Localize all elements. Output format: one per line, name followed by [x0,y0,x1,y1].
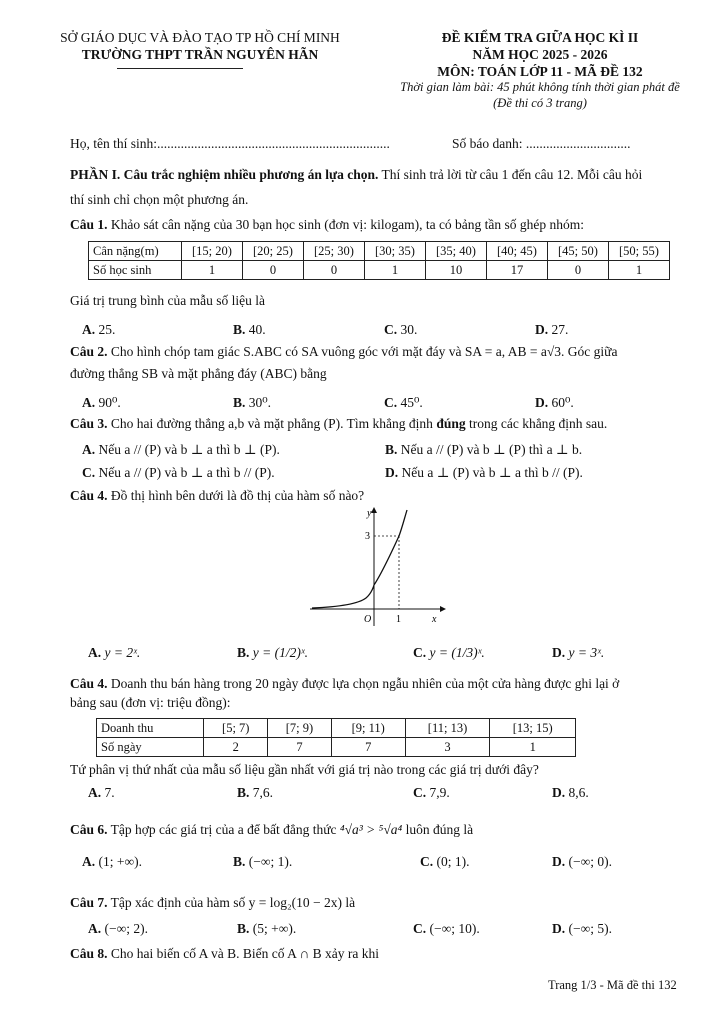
q6-option-c[interactable] [420,854,470,870]
option-key: C. [413,645,427,660]
table-cell: [15; 20) [181,242,242,261]
question-3-label: Câu 3. [70,416,108,431]
table-cell: 3 [405,738,490,757]
x-tick-label: 1 [396,614,401,625]
student-id-field: Số báo danh: ............................... [452,136,631,151]
q4-option-c[interactable] [413,645,485,661]
option-value: (0; 1). [433,854,470,869]
table-row [89,242,670,261]
question-2-text: Cho hình chóp tam giác S.ABC có SA vuông góc với mặt đáy và SA = a, AB = a√3. Góc giữa [107,344,618,359]
table-cell: Cân nặng(m) [89,242,182,261]
option-value: 7. [101,785,115,800]
question-7 [70,895,355,911]
subject-code: MÔN: TOÁN LỚP 11 - MÃ ĐỀ 132 [437,64,643,79]
question-4-label: Câu 4. [70,488,108,503]
question-5-text: Doanh thu bán hàng trong 20 ngày được lựa chọn ngẫu nhiên của một cửa hàng được ghi lại ở [107,676,620,691]
q1-option-b[interactable] [233,322,266,338]
option-value: y = 2ˣ. [101,645,141,660]
option-value: 30⁰. [245,395,272,410]
table-cell: [45; 50) [547,242,608,261]
question-5-prompt: Tứ phân vị thứ nhất của mẫu số liệu gần nhất với giá trị nào trong các giá trị dưới đây? [70,762,539,777]
option-key: C. [413,921,427,936]
part1-desc: Thí sinh trả lời từ câu 1 đến câu 12. Mỗi câu hỏi [378,167,643,182]
part1-title: PHẦN I. Câu trắc nghiệm nhiều phương án lựa chọn. [70,167,379,182]
option-value: 7,6. [249,785,274,800]
option-value: (−∞; 1). [245,854,293,869]
table-cell: [30; 35) [364,242,425,261]
x-axis-label: x [432,614,437,625]
option-key: B. [233,395,246,410]
table-cell: Số học sinh [89,261,182,280]
q4-option-d[interactable] [552,645,604,661]
table-cell: [25; 30) [303,242,364,261]
table-cell: 10 [425,261,486,280]
q1-option-c[interactable] [384,322,417,338]
option-value: y = 3ˣ. [565,645,605,660]
option-value: Nếu a // (P) và b ⊥ a thì b ⊥ (P). [95,442,280,457]
weight-frequency-table [88,241,670,280]
option-value: Nếu a ⊥ (P) và b ⊥ a thì b // (P). [398,465,583,480]
table-cell: 7 [268,738,332,757]
option-key: B. [385,442,398,457]
y-tick-label: 3 [365,531,370,542]
q7-option-a[interactable] [88,921,148,937]
option-key: D. [552,645,566,660]
function-curve [312,510,407,608]
option-key: D. [385,465,399,480]
option-value: 27. [548,322,569,337]
option-value: 45⁰. [397,395,423,410]
question-2-text2: đường thẳng SB và mặt phẳng đáy (ABC) bằng [70,366,327,381]
question-5-text2: bảng sau (đơn vị: triệu đồng): [70,695,231,710]
option-key: B. [233,322,246,337]
question-6-label: Câu 6. [70,822,108,837]
q2-option-d[interactable] [535,395,574,411]
option-key: C. [413,785,427,800]
option-key: D. [552,785,566,800]
question-8-label: Câu 8. [70,946,108,961]
table-cell: 1 [490,738,576,757]
school-name: TRƯỜNG THPT TRẦN NGUYÊN HÃN [81,47,319,62]
q2-option-c[interactable] [384,395,423,411]
option-value: 25. [95,322,116,337]
question-3-text-end: trong các khẳng định sau. [465,416,608,431]
q5-option-c[interactable] [413,785,450,801]
table-cell: 0 [242,261,303,280]
option-value: (−∞; 0). [565,854,612,869]
origin-label: O [364,614,372,625]
option-value: Nếu a // (P) và b ⊥ (P) thì a ⊥ b. [397,442,583,457]
question-1-prompt: Giá trị trung bình của mẫu số liệu là [70,293,265,308]
option-key: B. [233,854,246,869]
question-7-label: Câu 7. [70,895,108,910]
table-cell: 2 [204,738,268,757]
table-cell: [40; 45) [486,242,547,261]
q3-option-a[interactable] [82,442,280,458]
table-row [97,719,576,738]
option-key: A. [88,645,102,660]
option-value: 60⁰. [548,395,574,410]
table-cell: [35; 40) [425,242,486,261]
option-value: 7,9. [426,785,450,800]
question-5 [70,676,619,692]
y-axis-label: y [367,508,372,519]
q6-option-a[interactable] [82,854,142,870]
option-key: C. [384,322,398,337]
q6-option-b[interactable] [233,854,292,870]
table-cell: 0 [547,261,608,280]
option-key: A. [88,785,102,800]
q4-option-a[interactable] [88,645,140,661]
question-4 [70,488,364,504]
table-cell: [13; 15) [490,719,576,738]
table-cell: 1 [608,261,669,280]
q6-option-d[interactable] [552,854,612,870]
option-key: D. [535,395,549,410]
q7-option-c[interactable] [413,921,480,937]
table-cell: 1 [364,261,425,280]
table-cell: Doanh thu [97,719,204,738]
table-cell: [50; 55) [608,242,669,261]
question-4-text: Đồ thị hình bên dưới là đồ thị của hàm số nào? [107,488,365,503]
option-value: (1; +∞). [95,854,142,869]
option-key: A. [82,395,96,410]
q7-option-d[interactable] [552,921,612,937]
time-allowed: Thời gian làm bài: 45 phút không tính thời gian phát đề [400,80,680,94]
option-key: C. [384,395,398,410]
exponential-graph [308,504,448,630]
option-key: A. [82,442,96,457]
option-key: C. [420,854,434,869]
question-5-label: Câu 4. [70,676,108,691]
part1-desc2: thí sinh chỉ chọn một phương án. [70,192,249,207]
table-cell: 1 [181,261,242,280]
table-cell: Số ngày [97,738,204,757]
q1-option-d[interactable] [535,322,568,338]
table-cell: 0 [303,261,364,280]
option-value: 90⁰. [95,395,121,410]
option-value: y = (1/2)ˣ. [249,645,309,660]
table-cell: 17 [486,261,547,280]
q3-option-b[interactable] [385,442,582,458]
table-cell: [11; 13) [405,719,490,738]
question-1-text: Khảo sát cân nặng của 30 bạn học sinh (đơn vị: kilogam), ta có bảng tần số ghép nhóm: [107,217,585,232]
page-footer: Trang 1/3 - Mã đề thi 132 [548,978,677,992]
table-row [97,738,576,757]
question-6 [70,822,473,838]
option-value: (−∞; 2). [101,921,148,936]
option-value: y = (1/3)ˣ. [426,645,485,660]
q5-option-d[interactable] [552,785,589,801]
option-key: A. [82,854,96,869]
question-3 [70,416,607,432]
q4-option-b[interactable] [237,645,308,661]
question-6-inequality: ⁴√a³ > ⁵√a⁴ [339,822,403,837]
option-key: D. [552,921,566,936]
option-key: B. [237,785,250,800]
option-value: (−∞; 5). [565,921,612,936]
option-key: C. [82,465,96,480]
option-value: 40. [245,322,266,337]
q2-option-a[interactable] [82,395,121,411]
option-value: 8,6. [565,785,589,800]
department-name: SỞ GIÁO DỤC VÀ ĐÀO TẠO TP HỒ CHÍ MINH [60,30,340,45]
question-3-text: Cho hai đường thẳng a,b và mặt phẳng (P). Tìm khẳng định [107,416,437,431]
option-value: (−∞; 10). [426,921,480,936]
q3-option-c[interactable] [82,465,275,481]
q7-option-b[interactable] [237,921,296,937]
q2-option-b[interactable] [233,395,271,411]
question-3-emphasis: đúng [436,416,466,431]
option-key: A. [82,322,96,337]
option-value: (5; +∞). [249,921,297,936]
option-key: A. [88,921,102,936]
part1-heading [70,167,642,183]
q3-option-d[interactable] [385,465,583,481]
option-key: B. [237,645,250,660]
option-value: Nếu a // (P) và b ⊥ a thì b // (P). [95,465,275,480]
table-row [89,261,670,280]
question-1 [70,217,584,233]
question-2 [70,344,617,360]
table-cell: [9; 11) [331,719,405,738]
option-key: D. [535,322,549,337]
student-name-field: Họ, tên thí sinh:..................................................................... [70,136,390,151]
school-year: NĂM HỌC 2025 - 2026 [472,47,608,62]
table-cell: 7 [331,738,405,757]
option-key: D. [552,854,566,869]
question-6-text-end: luôn đúng là [402,822,474,837]
q5-option-b[interactable] [237,785,273,801]
q5-option-a[interactable] [88,785,115,801]
question-2-label: Câu 2. [70,344,108,359]
question-8 [70,946,379,962]
question-7-text: Tập xác định của hàm số y = log₂(10 − 2x) là [107,895,356,910]
question-8-text: Cho hai biến cố A và B. Biến cố A ∩ B xảy ra khi [107,946,379,961]
option-value: 30. [397,322,418,337]
revenue-frequency-table [96,718,576,757]
q1-option-a[interactable] [82,322,115,338]
header-underline [117,68,243,69]
page-count-note: (Đề thi có 3 trang) [493,96,587,110]
table-cell: [5; 7) [204,719,268,738]
question-1-label: Câu 1. [70,217,108,232]
table-cell: [20; 25) [242,242,303,261]
option-key: B. [237,921,250,936]
table-cell: [7; 9) [268,719,332,738]
question-6-text: Tập hợp các giá trị của a để bất đẳng thức [107,822,340,837]
exam-title: ĐỀ KIỂM TRA GIỮA HỌC KÌ II [441,30,639,45]
